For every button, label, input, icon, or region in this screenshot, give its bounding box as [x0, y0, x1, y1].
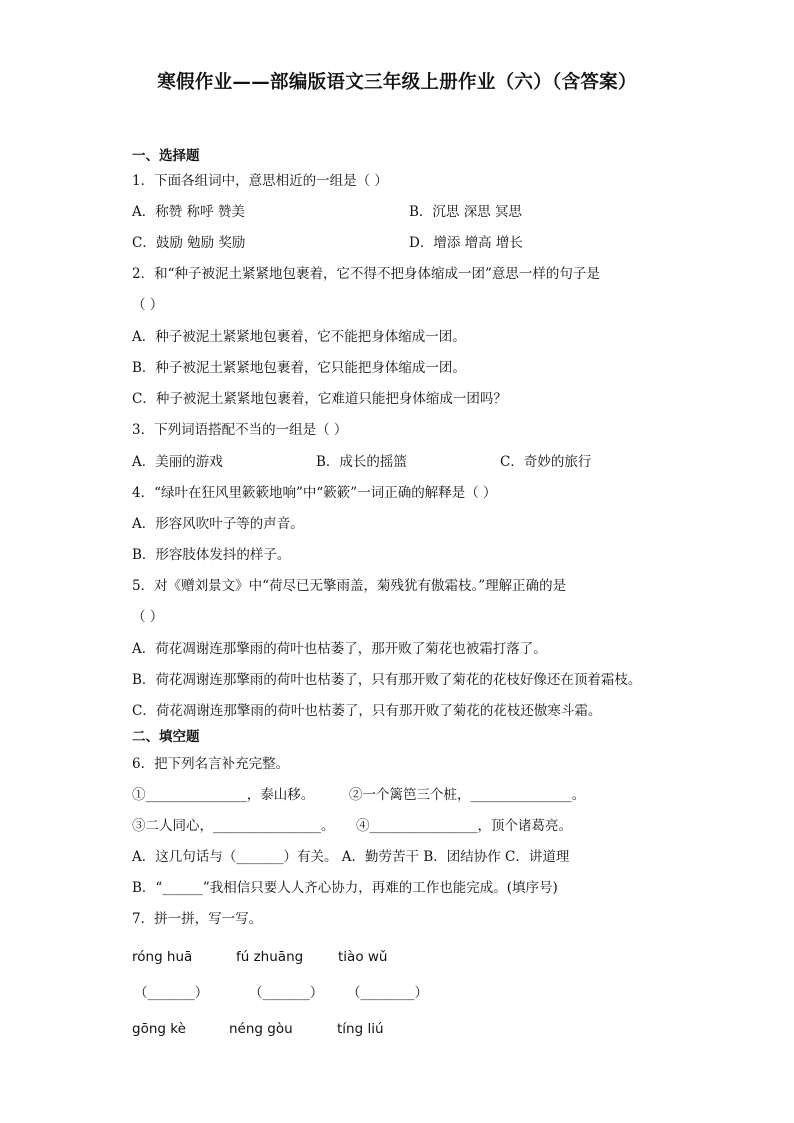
question-1-option-a: A．称赞 称呼 赞美	[132, 204, 245, 220]
pinyin-5: néng gòu	[229, 1021, 293, 1037]
pinyin-1: róng huā	[132, 949, 193, 965]
question-6-line-4: B．“______”我相信只要人人齐心协力，再难的工作也能完成。(填序号)	[132, 880, 558, 896]
question-5-option-c: C．荷花凋谢连那擎雨的荷叶也枯萎了，只有那开败了菊花的花枝还傲寒斗霜。	[132, 703, 602, 719]
question-7-stem: 7．拼一拼，写一写。	[132, 911, 263, 927]
question-4-option-a: A．形容风吹叶子等的声音。	[132, 516, 304, 532]
answer-blank-1: （_______）	[134, 985, 209, 1001]
section-heading-choice: 一、选择题	[132, 148, 200, 164]
question-6-line-3: A．这几句话与（_______）有关。 A．勤劳苦干 B．团结协作 C．讲道理	[132, 849, 570, 865]
question-5-stem: 5．对《赠刘景文》中“荷尽已无擎雨盖，菊残犹有傲霜枝。”理解正确的是	[132, 578, 567, 594]
question-4-stem: 4．“绿叶在狂风里簌簌地响”中“簌簌”一词正确的解释是（ ）	[132, 485, 497, 501]
question-2-option-c: C．种子被泥土紧紧地包裹着，它难道只能把身体缩成一团吗？	[132, 391, 507, 407]
answer-blank-3: （________）	[347, 985, 428, 1001]
section-heading-fill: 二、填空题	[132, 729, 200, 745]
question-6-stem: 6．把下列名言补充完整。	[132, 756, 290, 772]
pinyin-2: fú zhuāng	[236, 949, 304, 965]
question-3-option-c: C．奇妙的旅行	[500, 454, 592, 470]
question-2-option-a: A．种子被泥土紧紧地包裹着，它不能把身体缩成一团。	[132, 329, 466, 345]
question-4-option-b: B．形容肢体发抖的样子。	[132, 547, 291, 563]
page-title: 寒假作业——部编版语文三年级上册作业（六）（含答案）	[157, 72, 637, 93]
question-6-line-2a: ③二人同心，________________。	[132, 818, 335, 834]
question-2-option-b: B．种子被泥土紧紧地包裹着，它只能把身体缩成一团。	[132, 360, 466, 376]
question-6-line-2b: ④________________，顶个诸葛亮。	[356, 818, 572, 834]
question-1-option-c: C．鼓励 勉励 奖励	[132, 235, 246, 251]
question-5-option-b: B．荷花凋谢连那擎雨的荷叶也枯萎了，只有那开败了菊花的花枝好像还在顶着霜枝。	[132, 672, 642, 688]
question-1-stem: 1．下面各组词中，意思相近的一组是（ ）	[132, 173, 388, 189]
question-3-stem: 3．下列词语搭配不当的一组是（ ）	[132, 422, 348, 438]
question-3-option-b: B．成长的摇篮	[316, 454, 407, 470]
question-3-option-a: A．美丽的游戏	[132, 454, 223, 470]
question-5-answer-paren: （ ）	[132, 609, 164, 625]
pinyin-4: gōng kè	[132, 1021, 186, 1037]
question-5-option-a: A．荷花凋谢连那擎雨的荷叶也枯萎了，那开败了菊花也被霜打落了。	[132, 641, 547, 657]
pinyin-3: tiào wǔ	[338, 949, 388, 965]
question-2-answer-paren: （ ）	[132, 297, 164, 313]
question-1-option-d: D．增添 增高 增长	[409, 235, 523, 251]
question-1-option-b: B．沉思 深思 冥思	[409, 204, 523, 220]
question-6-line-1b: ②一个篱笆三个桩，_______________。	[349, 787, 586, 803]
question-2-stem: 2．和“种子被泥土紧紧地包裹着，它不得不把身体缩成一团”意思一样的句子是	[132, 266, 600, 282]
pinyin-6: tíng liú	[337, 1021, 384, 1037]
question-6-line-1a: ①_______________，泰山移。	[132, 787, 315, 803]
answer-blank-2: （_______）	[249, 985, 324, 1001]
